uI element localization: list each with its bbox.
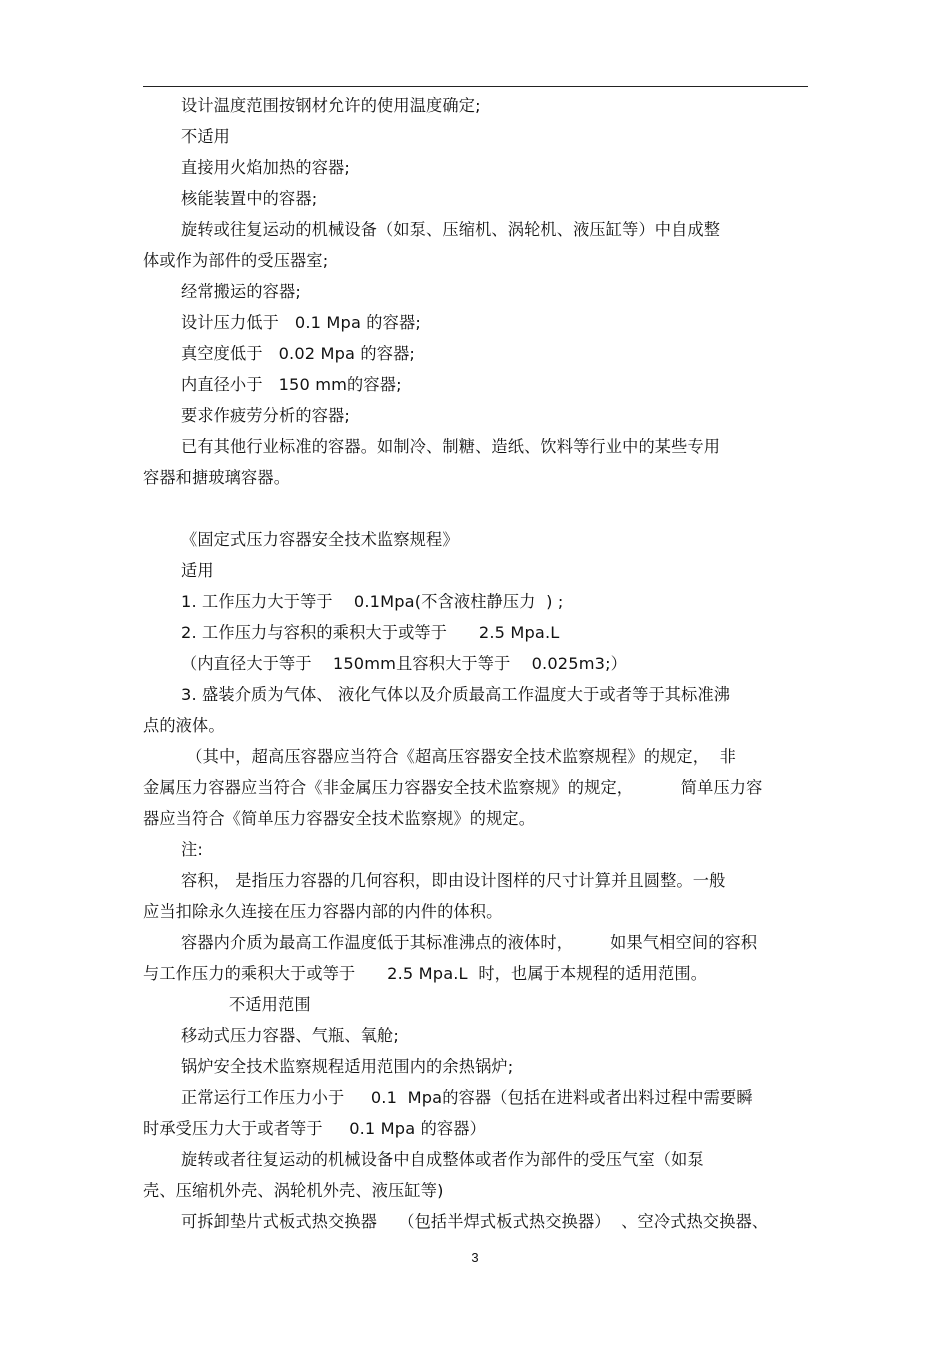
text-line: 可拆卸垫片式板式热交换器 （包括半焊式板式热交换器） 、空冷式热交换器、	[181, 1212, 769, 1231]
text-line: 真空度低于 0.02 Mpa 的容器;	[181, 344, 416, 363]
text-line: 旋转或往复运动的机械设备（如泵、压缩机、涡轮机、液压缸等）中自成整	[181, 220, 721, 239]
text-line: 容器和搪玻璃容器。	[143, 468, 291, 487]
text-line: 时承受压力大于或者等于 0.1 Mpa 的容器）	[143, 1119, 486, 1138]
text-line: 已有其他行业标准的容器。如制冷、制糖、造纸、饮料等行业中的某些专用	[181, 437, 721, 456]
text-line: （内直径大于等于 150mm且容积大于等于 0.025m3;）	[181, 654, 628, 673]
text-line: 与工作压力的乘积大于或等于 2.5 Mpa.L 时，也属于本规程的适用范围。	[143, 964, 708, 983]
text-line: 体或作为部件的受压器室;	[143, 251, 329, 270]
text-line: 壳、压缩机外壳、涡轮机外壳、液压缸等)	[143, 1181, 444, 1200]
text-line: 1. 工作压力大于等于 0.1Mpa(不含液柱静压力 ) ;	[181, 592, 564, 611]
text-line: 直接用火焰加热的容器;	[181, 158, 350, 177]
text-line: 核能装置中的容器;	[181, 189, 318, 208]
text-line: 应当扣除永久连接在压力容器内部的内件的体积。	[143, 902, 503, 921]
text-line: 正常运行工作压力小于 0.1 Mpa的容器（包括在进料或者出料过程中需要瞬	[181, 1088, 753, 1107]
text-line: 容积， 是指压力容器的几何容积，即由设计图样的尺寸计算并且圆整。一般	[181, 871, 726, 890]
text-line: 2. 工作压力与容积的乘积大于或等于 2.5 Mpa.L	[181, 623, 560, 642]
text-line: 内直径小于 150 mm的容器;	[181, 375, 402, 394]
text-line: 点的液体。	[143, 716, 225, 735]
text-line: 旋转或者往复运动的机械设备中自成整体或者作为部件的受压气室（如泵	[181, 1150, 704, 1169]
text-line: 移动式压力容器、气瓶、氧舱;	[181, 1026, 399, 1045]
text-line: （其中，超高压容器应当符合《超高压容器安全技术监察规程》的规定， 非	[181, 747, 737, 766]
blank-line	[143, 493, 808, 524]
page-number: 3	[471, 1250, 479, 1265]
text-line: 注:	[181, 840, 203, 859]
header-rule	[143, 86, 808, 87]
section-title: 不适用范围	[229, 995, 311, 1014]
text-line: 3. 盛装介质为气体、 液化气体以及介质最高工作温度大于或者等于其标准沸	[181, 685, 731, 704]
section-title: 《固定式压力容器安全技术监察规程》	[181, 530, 459, 549]
document-body	[143, 90, 808, 1237]
text-line: 适用	[181, 561, 214, 580]
text-line: 经常搬运的容器;	[181, 282, 301, 301]
text-line: 设计温度范围按钢材允许的使用温度确定;	[181, 96, 481, 115]
text-line: 金属压力容器应当符合《非金属压力容器安全技术监察规》的规定， 简单压力容	[143, 778, 763, 797]
text-line: 锅炉安全技术监察规程适用范围内的余热锅炉;	[181, 1057, 514, 1076]
text-line: 容器内介质为最高工作温度低于其标准沸点的液体时， 如果气相空间的容积	[181, 933, 758, 952]
text-line: 器应当符合《简单压力容器安全技术监察规》的规定。	[143, 809, 536, 828]
text-line: 要求作疲劳分析的容器;	[181, 406, 350, 425]
text-line: 设计压力低于 0.1 Mpa 的容器;	[181, 313, 421, 332]
text-line: 不适用	[181, 127, 231, 146]
